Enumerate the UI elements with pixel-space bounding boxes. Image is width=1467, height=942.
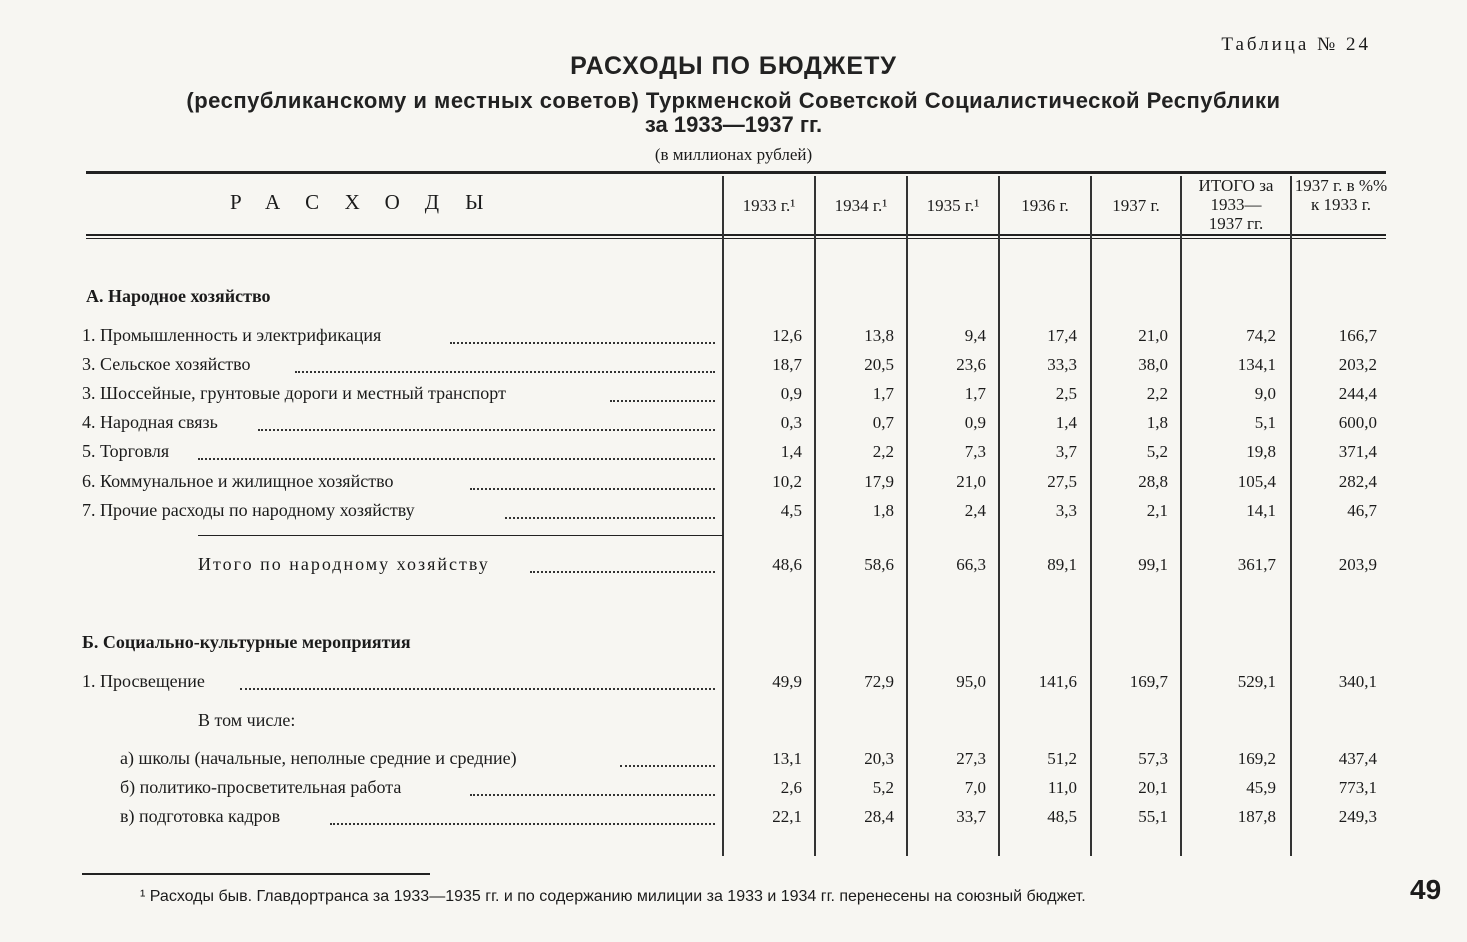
table-cell-value: 244,4	[1338, 384, 1377, 403]
table-cell-value: 14,1	[1246, 501, 1276, 520]
table-cell-value: 7,3	[964, 442, 986, 461]
table-cell-value: 340,1	[1338, 672, 1377, 691]
leader-dots	[610, 398, 715, 402]
table-cell-value: 3,3	[1055, 501, 1077, 520]
table-cell-value: 74,2	[1246, 326, 1276, 345]
table-cell-value: 1,4	[1055, 413, 1077, 432]
table-cell-value: 0,3	[780, 413, 802, 432]
table-cell-value: 5,2	[872, 778, 894, 797]
table-cell-value: 600,0	[1338, 413, 1377, 432]
header-col-1936: 1936 г.	[1021, 196, 1069, 215]
row-label: 5. Торговля	[82, 441, 170, 461]
header-col-total: ИТОГО за 1933— 1937 гг.	[1198, 176, 1274, 233]
section-a-title: А. Народное хозяйство	[86, 286, 271, 306]
table-cell-value: 20,3	[864, 749, 894, 768]
table-cell-value: 249,3	[1338, 807, 1377, 826]
table-cell-value: 2,5	[1055, 384, 1077, 403]
table-cell-value: 46,7	[1347, 501, 1377, 520]
table-cell-value: 203,9	[1338, 555, 1377, 574]
leader-dots	[240, 686, 715, 690]
table-cell-value: 27,3	[956, 749, 986, 768]
table-top-rule	[86, 171, 1386, 174]
footnote-rule	[82, 873, 430, 875]
table-cell-value: 187,8	[1237, 807, 1276, 826]
section-b-title: Б. Социально-культурные мероприятия	[82, 632, 411, 652]
page-subtitle: (республиканскому и местных советов) Туркменской Советской Социалистической Республики	[186, 88, 1281, 113]
row-label: 3. Шоссейные, грунтовые дороги и местный транспорт	[82, 383, 506, 403]
subtotal-rule	[198, 535, 723, 536]
table-cell-value: 27,5	[1047, 472, 1077, 491]
leader-dots	[620, 763, 715, 767]
table-cell-value: 5,2	[1146, 442, 1168, 461]
leader-dots	[295, 369, 715, 373]
row-label: 1. Промышленность и электрификация	[82, 325, 382, 345]
table-cell-value: 99,1	[1138, 555, 1168, 574]
header-col-1934: 1934 г.¹	[834, 196, 888, 215]
table-cell-value: 10,2	[772, 472, 802, 491]
table-cell-value: 1,7	[964, 384, 986, 403]
table-cell-value: 0,7	[872, 413, 894, 432]
table-cell-value: 0,9	[964, 413, 986, 432]
table-cell-value: 1,7	[872, 384, 894, 403]
table-cell-value: 1,8	[872, 501, 894, 520]
table-cell-value: 23,6	[956, 355, 986, 374]
table-cell-value: 1,8	[1146, 413, 1168, 432]
table-cell-value: 3,7	[1055, 442, 1077, 461]
in-number-label: В том числе:	[198, 710, 296, 730]
table-cell-value: 72,9	[864, 672, 894, 691]
table-cell-value: 18,7	[772, 355, 802, 374]
table-cell-value: 20,5	[864, 355, 894, 374]
table-cell-value: 19,8	[1246, 442, 1276, 461]
leader-dots	[330, 821, 715, 825]
table-cell-value: 22,1	[772, 807, 802, 826]
table-cell-value: 529,1	[1237, 672, 1276, 691]
leader-dots	[258, 427, 715, 431]
table-cell-value: 2,6	[780, 778, 802, 797]
row-label: 6. Коммунальное и жилищное хозяйство	[82, 471, 394, 491]
table-cell-value: 58,6	[864, 555, 894, 574]
table-number: Таблица № 24	[1221, 34, 1371, 55]
table-cell-value: 2,2	[1146, 384, 1168, 403]
table-cell-value: 169,7	[1129, 672, 1168, 691]
table-cell-value: 1,4	[780, 442, 802, 461]
header-bottom-rule-2	[86, 238, 1386, 239]
table-cell-value: 134,1	[1237, 355, 1276, 374]
row-label: 3. Сельское хозяйство	[82, 354, 251, 374]
page-title: РАСХОДЫ ПО БЮДЖЕТУ	[570, 52, 897, 80]
header-bottom-rule	[86, 234, 1386, 236]
row-label: 1. Просвещение	[82, 671, 205, 691]
table-cell-value: 17,4	[1047, 326, 1077, 345]
leader-dots	[505, 515, 715, 519]
table-cell-value: 169,2	[1237, 749, 1276, 768]
table-cell-value: 9,4	[964, 326, 986, 345]
table-cell-value: 89,1	[1047, 555, 1077, 574]
table-cell-value: 166,7	[1338, 326, 1377, 345]
table-cell-value: 0,9	[780, 384, 802, 403]
table-cell-value: 12,6	[772, 326, 802, 345]
table-cell-value: 5,1	[1254, 413, 1276, 432]
table-cell-value: 33,3	[1047, 355, 1077, 374]
footnote-text: ¹ Расходы быв. Главдортранса за 1933—1935 гг. и по содержанию милиции за 1933 и 1934 гг. перенесены на союзный бюджет.	[140, 888, 1086, 905]
units-note: (в миллионах рублей)	[654, 145, 813, 164]
table-cell-value: 21,0	[1138, 326, 1168, 345]
row-label: б) политико-просветительная работа	[120, 777, 402, 797]
table-cell-value: 13,8	[864, 326, 894, 345]
table-cell-value: 33,7	[956, 807, 986, 826]
table-cell-value: 17,9	[864, 472, 894, 491]
column-divider	[1290, 176, 1292, 856]
header-col-percent: 1937 г. в %% к 1933 г.	[1294, 176, 1388, 214]
table-cell-value: 49,9	[772, 672, 802, 691]
table-cell-value: 203,2	[1338, 355, 1377, 374]
table-cell-value: 11,0	[1047, 778, 1077, 797]
table-cell-value: 28,8	[1138, 472, 1168, 491]
leader-dots	[530, 569, 715, 573]
table-cell-value: 21,0	[956, 472, 986, 491]
table-cell-value: 48,5	[1047, 807, 1077, 826]
table-cell-value: 38,0	[1138, 355, 1168, 374]
table-cell-value: 51,2	[1047, 749, 1077, 768]
table-cell-value: 361,7	[1237, 555, 1276, 574]
table-cell-value: 45,9	[1246, 778, 1276, 797]
table-cell-value: 4,5	[780, 501, 802, 520]
leader-dots	[450, 340, 715, 344]
table-cell-value: 437,4	[1338, 749, 1377, 768]
table-cell-value: 48,6	[772, 555, 802, 574]
table-cell-value: 13,1	[772, 749, 802, 768]
column-divider	[1180, 176, 1182, 856]
table-cell-value: 55,1	[1138, 807, 1168, 826]
header-main: РАСХОДЫ	[230, 190, 510, 214]
table-cell-value: 9,0	[1254, 384, 1276, 403]
table-cell-value: 105,4	[1237, 472, 1276, 491]
table-cell-value: 141,6	[1038, 672, 1077, 691]
leader-dots	[198, 456, 715, 460]
table-cell-value: 2,1	[1146, 501, 1168, 520]
table-cell-value: 66,3	[956, 555, 986, 574]
row-label: 4. Народная связь	[82, 412, 218, 432]
table-cell-value: 2,4	[964, 501, 986, 520]
row-label: в) подготовка кадров	[120, 806, 281, 826]
header-col-1937: 1937 г.	[1112, 196, 1160, 215]
table-cell-value: 20,1	[1138, 778, 1168, 797]
leader-dots	[470, 792, 715, 796]
header-col-1935: 1935 г.¹	[926, 196, 980, 215]
header-col-1933: 1933 г.¹	[742, 196, 796, 215]
table-cell-value: 282,4	[1338, 472, 1377, 491]
table-cell-value: 773,1	[1338, 778, 1377, 797]
leader-dots	[470, 486, 715, 490]
table-cell-value: 7,0	[964, 778, 986, 797]
row-label: 7. Прочие расходы по народному хозяйству	[82, 500, 415, 520]
row-label: Итого по народному хозяйству	[198, 554, 490, 574]
page-number: 49	[1410, 874, 1442, 905]
table-cell-value: 28,4	[864, 807, 894, 826]
row-label: а) школы (начальные, неполные средние и средние)	[120, 748, 517, 768]
table-cell-value: 95,0	[956, 672, 986, 691]
table-cell-value: 371,4	[1338, 442, 1377, 461]
page-period: за 1933—1937 гг.	[644, 112, 823, 137]
table-cell-value: 57,3	[1138, 749, 1168, 768]
table-cell-value: 2,2	[872, 442, 894, 461]
